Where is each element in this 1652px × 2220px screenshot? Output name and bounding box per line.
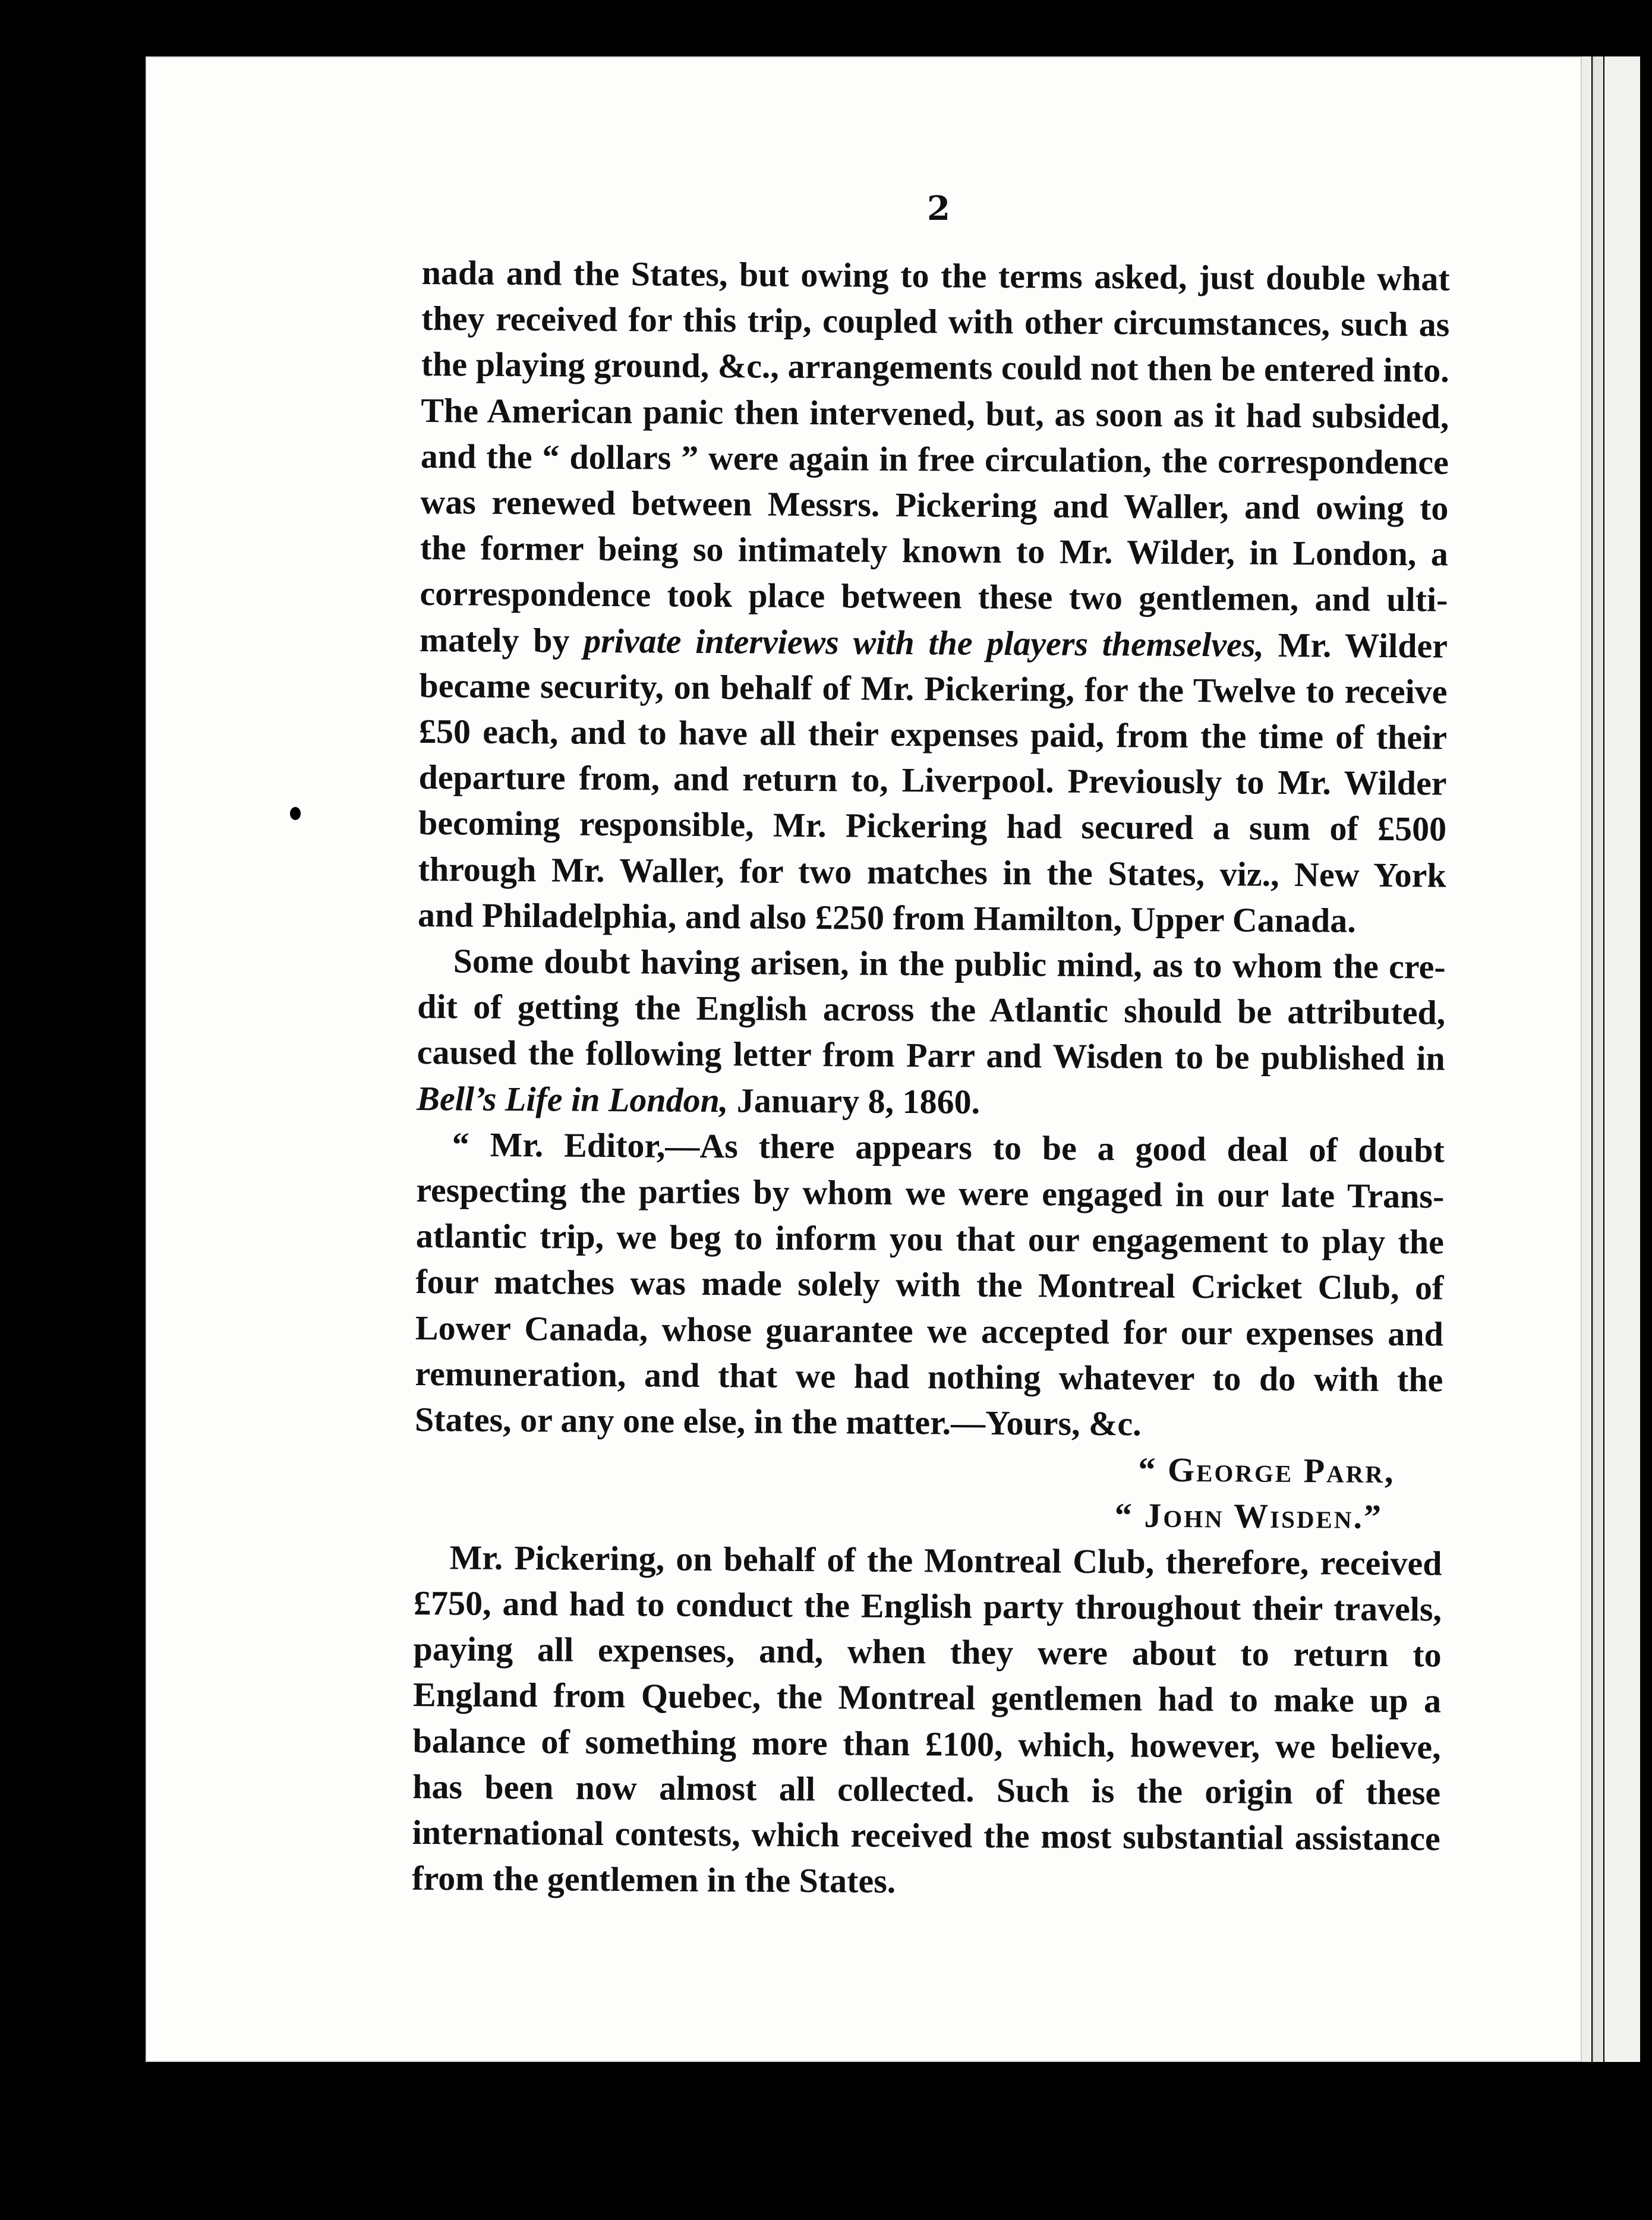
text-fragment: January 8, 1860.	[728, 1080, 981, 1121]
text-line	[420, 617, 1448, 669]
body-text	[412, 250, 1450, 1907]
text-line: and Philadelphia, and also £250 from Hamilton, Upper Canada.	[417, 895, 1357, 940]
signature-george-parr: “ George Parr,	[1138, 1450, 1395, 1491]
text-line: atlantic trip, we beg to inform you that our engagement to play the	[415, 1216, 1445, 1262]
text-line: Some doubt having arisen, in the public mind, as to whom the cre-	[453, 941, 1446, 986]
page-edge	[1593, 56, 1603, 2062]
text-fragment: Mr. Wilder	[1263, 625, 1448, 666]
page-number: 2	[927, 189, 950, 228]
text-line: Mr. Pickering, on behalf of the Montreal Club, therefore, received	[449, 1538, 1442, 1583]
text-line	[417, 1076, 1445, 1128]
text-line: departure from, and return to, Liverpool. Previously to Mr. Wilder	[418, 758, 1447, 803]
text-line: caused the following letter from Parr and Wisden to be published in	[417, 1033, 1445, 1078]
signature-john-wisden: “ John Wisden.”	[1114, 1496, 1383, 1537]
text-line: England from Quebec, the Montreal gentlemen had to make up a	[412, 1675, 1442, 1720]
text-line: remuneration, and that we had nothing whatever to do with the	[415, 1354, 1443, 1399]
adjacent-page-strip	[1604, 56, 1640, 2062]
text-line: the playing ground, &c., arrangements could not then be entered into.	[421, 345, 1449, 390]
text-line: £50 each, and to have all their expenses paid, from the time of their	[418, 712, 1448, 757]
text-line: respecting the parties by whom we were engaged in our late Trans-	[416, 1171, 1445, 1216]
text-line: international contests, which received the most substantial assistance	[412, 1812, 1440, 1858]
text-line: £750, and had to conduct the English party throughout their travels,	[413, 1583, 1442, 1629]
italic-phrase: private interviews with the players themselves,	[583, 621, 1265, 664]
text-line: nada and the States, but owing to the terms asked, just double what	[421, 253, 1450, 298]
text-line: has been now almost all collected. Such is the origin of these	[412, 1767, 1441, 1812]
italic-phrase: Bell’s Life in London,	[417, 1079, 729, 1120]
text-line: the former being so intimately known to Mr. Wilder, in London, a	[420, 528, 1449, 573]
text-line: The American panic then intervened, but, as soon as it had subsided,	[421, 390, 1449, 436]
text-line: becoming responsible, Mr. Pickering had secured a sum of £500	[418, 803, 1447, 849]
text-line: balance of something more than £100, which, however, we believe,	[412, 1721, 1441, 1767]
text-line: was renewed between Messrs. Pickering and Waller, and owing to	[420, 483, 1449, 528]
text-line: became security, on behalf of Mr. Pickering, for the Twelve to receive	[419, 666, 1448, 711]
text-line: they received for this trip, coupled with other circumstances, such as	[421, 299, 1450, 344]
text-fragment: mately by	[419, 620, 584, 660]
text-line: from the gentlemen in the States.	[412, 1859, 896, 1901]
page-edge	[1581, 56, 1591, 2062]
text-line: correspondence took place between these two gentlemen, and ulti-	[420, 574, 1448, 619]
text-line: through Mr. Waller, for two matches in the States, viz., New York	[418, 849, 1446, 895]
ink-speck	[11, 1343, 17, 1350]
text-line: four matches was made solely with the Montreal Cricket Club, of	[415, 1262, 1444, 1308]
text-line: dit of getting the English across the Atlantic should be attributed,	[417, 987, 1446, 1032]
text-line: “ Mr. Editor,—As there appears to be a good deal of doubt	[452, 1125, 1445, 1170]
text-line: paying all expenses, and, when they were about to return to	[413, 1629, 1442, 1675]
text-line: Lower Canada, whose guarantee we accepted for our expenses and	[415, 1308, 1444, 1354]
ink-speck	[290, 807, 301, 820]
text-line: and the “ dollars ” were again in free circulation, the correspondence	[420, 436, 1449, 482]
text-line: States, or any one else, in the matter.—Yours, &c.	[414, 1400, 1142, 1443]
